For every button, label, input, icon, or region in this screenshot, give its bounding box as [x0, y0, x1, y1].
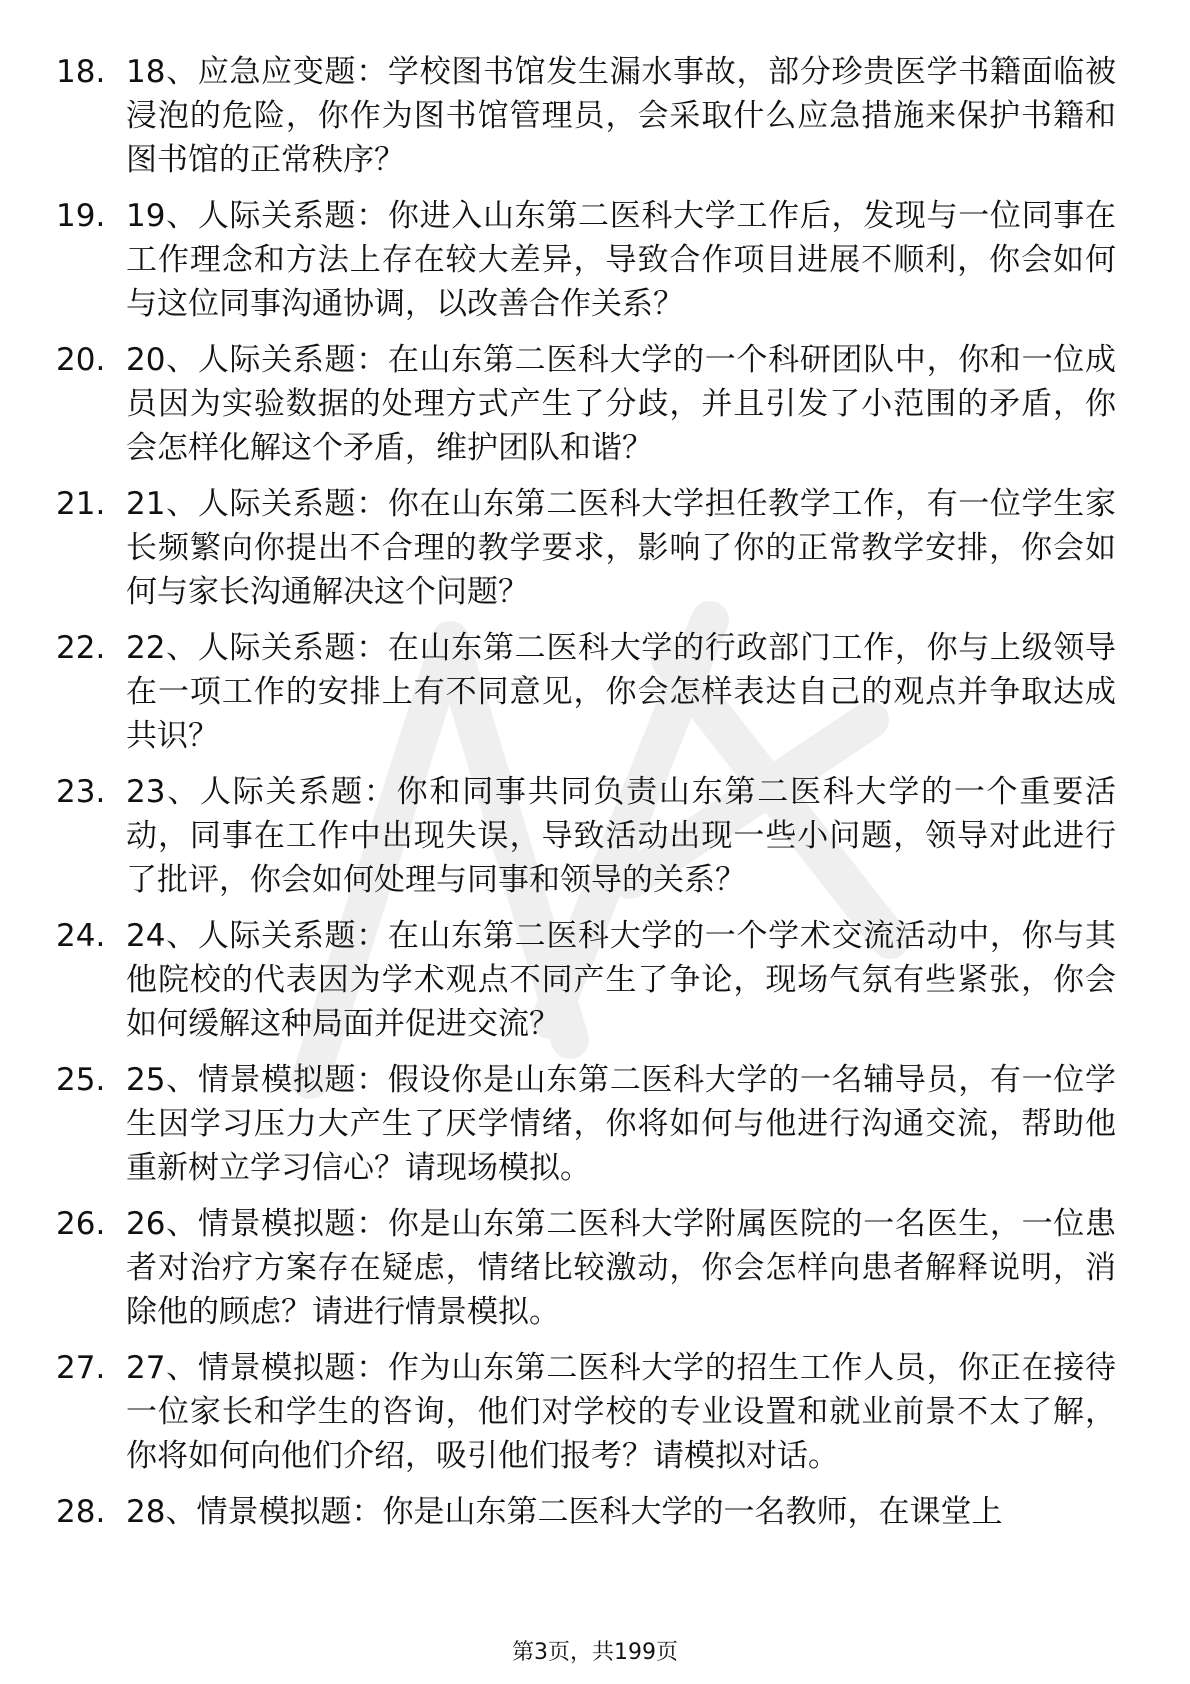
question-number: 19. — [56, 198, 106, 234]
question-text: 28、情景模拟题：你是山东第二医科大学的一名教师，在课堂上 — [126, 1494, 1003, 1530]
question-text: 23、人际关系题：你和同事共同负责山东第二医科大学的一个重要活动，同事在工作中出现失误，导致活动出现一些小问题，领导对此进行了批评，你会如何处理与同事和领导的关系？ — [126, 774, 1116, 898]
question-text: 21、人际关系题：你在山东第二医科大学担任教学工作，有一位学生家长频繁向你提出不合理的教学要求，影响了你的正常教学安排，你会如何与家长沟通解决这个问题？ — [126, 486, 1116, 610]
question-item — [56, 194, 1116, 326]
question-text: 25、情景模拟题：假设你是山东第二医科大学的一名辅导员，有一位学生因学习压力大产生了厌学情绪，你将如何与他进行沟通交流，帮助他重新树立学习信心？请现场模拟。 — [126, 1062, 1116, 1186]
question-item — [56, 1490, 1116, 1534]
question-item — [56, 914, 1116, 1046]
question-item — [56, 1058, 1116, 1190]
question-item — [56, 338, 1116, 470]
question-number: 26. — [56, 1206, 106, 1242]
question-item — [56, 626, 1116, 758]
question-number: 21. — [56, 486, 106, 522]
question-item — [56, 770, 1116, 902]
question-text: 18、应急应变题：学校图书馆发生漏水事故，部分珍贵医学书籍面临被浸泡的危险，你作为图书馆管理员，会采取什么应急措施来保护书籍和图书馆的正常秩序？ — [126, 54, 1116, 178]
question-text: 27、情景模拟题：作为山东第二医科大学的招生工作人员，你正在接待一位家长和学生的咨询，他们对学校的专业设置和就业前景不太了解，你将如何向他们介绍，吸引他们报考？请模拟对话。 — [126, 1350, 1116, 1474]
question-item — [56, 1202, 1116, 1334]
question-text: 20、人际关系题：在山东第二医科大学的一个科研团队中，你和一位成员因为实验数据的处理方式产生了分歧，并且引发了小范围的矛盾，你会怎样化解这个矛盾，维护团队和谐？ — [126, 342, 1116, 466]
question-number: 18. — [56, 54, 106, 90]
question-text: 19、人际关系题：你进入山东第二医科大学工作后，发现与一位同事在工作理念和方法上存在较大差异，导致合作项目进展不顺利，你会如何与这位同事沟通协调，以改善合作关系？ — [126, 198, 1116, 322]
question-number: 27. — [56, 1350, 106, 1386]
question-number: 20. — [56, 342, 106, 378]
question-item — [56, 482, 1116, 614]
question-number: 28. — [56, 1494, 106, 1530]
page-footer: 第3页，共199页 — [512, 1640, 678, 1665]
question-text: 24、人际关系题：在山东第二医科大学的一个学术交流活动中，你与其他院校的代表因为学术观点不同产生了争论，现场气氛有些紧张，你会如何缓解这种局面并促进交流？ — [126, 918, 1116, 1042]
question-list — [56, 50, 1116, 1546]
question-number: 25. — [56, 1062, 106, 1098]
question-number: 24. — [56, 918, 106, 954]
question-item — [56, 1346, 1116, 1478]
question-text: 22、人际关系题：在山东第二医科大学的行政部门工作，你与上级领导在一项工作的安排上有不同意见，你会怎样表达自己的观点并争取达成共识？ — [126, 630, 1116, 754]
question-item — [56, 50, 1116, 182]
question-number: 23. — [56, 774, 106, 810]
question-text: 26、情景模拟题：你是山东第二医科大学附属医院的一名医生，一位患者对治疗方案存在疑虑，情绪比较激动，你会怎样向患者解释说明，消除他的顾虑？请进行情景模拟。 — [126, 1206, 1116, 1330]
question-number: 22. — [56, 630, 106, 666]
